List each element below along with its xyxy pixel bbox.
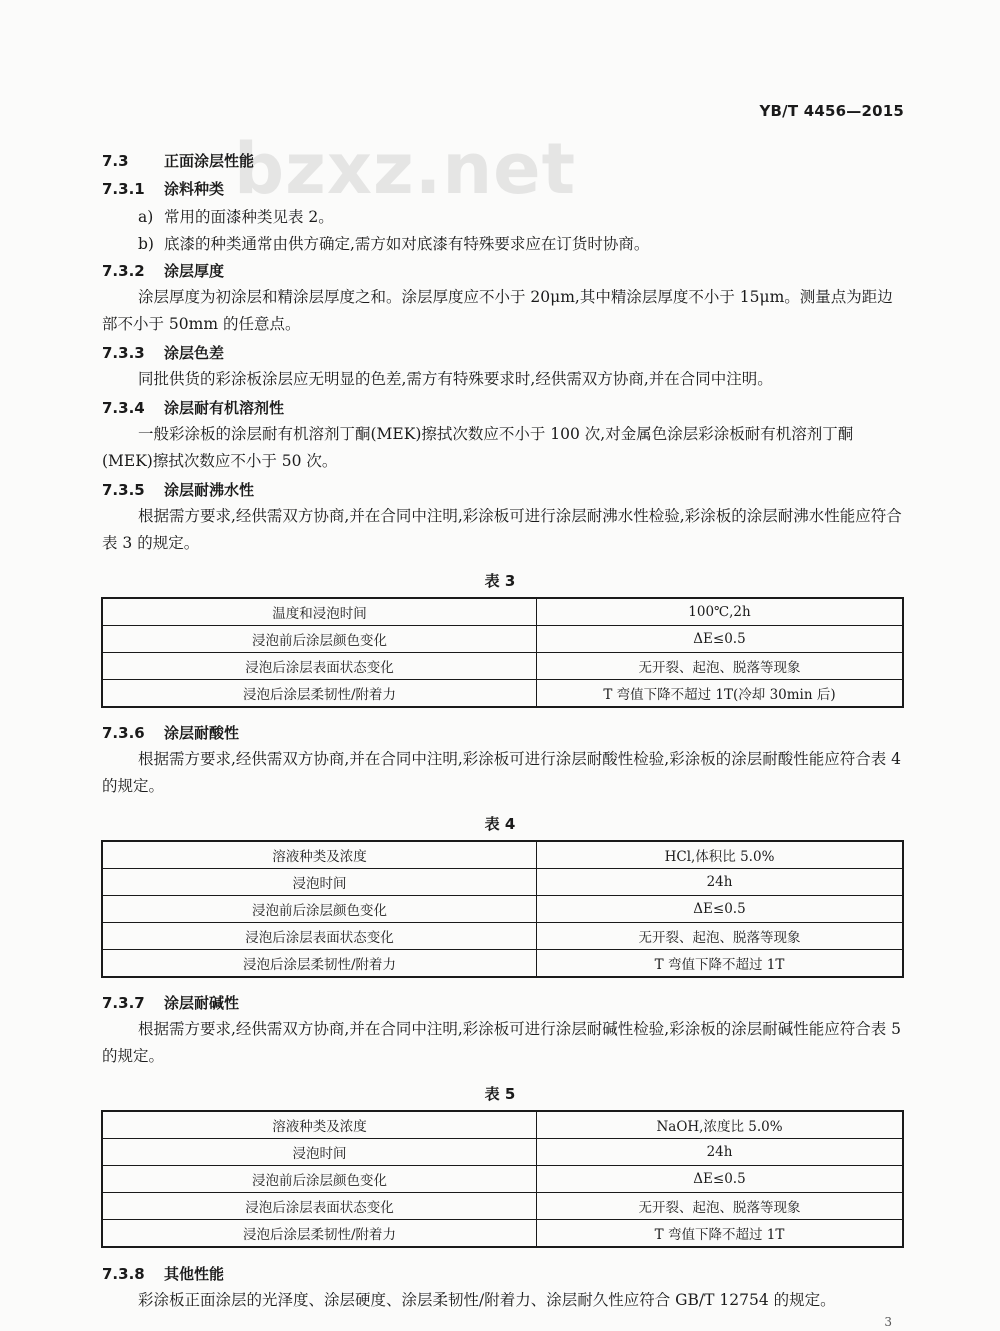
table-cell: 浸泡前后涂层颜色变化	[102, 1166, 537, 1193]
section-title: 涂料种类	[164, 180, 225, 198]
section-7-3-8-text: 彩涂板正面涂层的光泽度、涂层硬度、涂层柔韧性/附着力、涂层耐久性应符合 GB/T 12754 的规定。	[138, 1291, 836, 1309]
table-5	[101, 1110, 904, 1248]
section-7-3-5-text: 根据需方要求,经供需双方协商,并在合同中注明,彩涂板可进行涂层耐沸水性检验,彩涂板的涂层耐沸水性能应符合表 3 的规定。	[102, 507, 902, 552]
table-cell: ΔE≤0.5	[537, 1166, 904, 1193]
section-7-3-2-text: 涂层厚度为初涂层和精涂层厚度之和。涂层厚度应不小于 20μm,其中精涂层厚度不小于 15μm。测量点为距边部不小于 50mm 的任意点。	[102, 288, 893, 333]
table-row	[102, 841, 903, 869]
section-7-3-1-heading	[102, 178, 224, 199]
table-row	[102, 598, 903, 626]
table-row	[102, 1193, 903, 1220]
section-number: 7.3	[102, 152, 129, 170]
section-7-3-3-text: 同批供货的彩涂板涂层应无明显的色差,需方有特殊要求时,经供需双方协商,并在合同中注明。	[138, 370, 773, 388]
list-item-label: b)	[138, 235, 154, 253]
section-title: 其他性能	[164, 1265, 225, 1283]
section-7-3-7-text: 根据需方要求,经供需双方协商,并在合同中注明,彩涂板可进行涂层耐碱性检验,彩涂板的涂层耐碱性能应符合表 5 的规定。	[102, 1020, 902, 1065]
section-number: 7.3.1	[102, 180, 145, 198]
table-cell: 溶液种类及浓度	[102, 841, 537, 869]
table-cell: 无开裂、起泡、脱落等现象	[537, 653, 904, 680]
section-7-3-6-text: 根据需方要求,经供需双方协商,并在合同中注明,彩涂板可进行涂层耐酸性检验,彩涂板的涂层耐酸性能应符合表 4 的规定。	[102, 750, 902, 795]
table-3-caption: 表 3	[484, 572, 516, 590]
section-number: 7.3.2	[102, 262, 145, 280]
table-cell: 溶液种类及浓度	[102, 1111, 537, 1139]
table-cell: 24h	[537, 1139, 904, 1166]
table-cell: 浸泡时间	[102, 1139, 537, 1166]
table-cell: T 弯值下降不超过 1T(冷却 30min 后)	[537, 680, 904, 708]
section-title: 涂层厚度	[164, 262, 225, 280]
table-cell: 100℃,2h	[537, 598, 904, 626]
table-4-caption: 表 4	[484, 815, 516, 833]
list-item-text: 底漆的种类通常由供方确定,需方如对底漆有特殊要求应在订货时协商。	[164, 235, 650, 253]
section-7-3-7-heading	[102, 992, 239, 1013]
table-row	[102, 896, 903, 923]
list-item	[138, 205, 334, 227]
table-cell: 浸泡后涂层柔韧性/附着力	[102, 1220, 537, 1248]
section-title: 正面涂层性能	[164, 152, 255, 170]
section-title: 涂层耐酸性	[164, 724, 240, 742]
section-number: 7.3.7	[102, 994, 145, 1012]
table-cell: HCl,体积比 5.0%	[537, 841, 904, 869]
table-cell: 浸泡前后涂层颜色变化	[102, 896, 537, 923]
table-row	[102, 680, 903, 708]
section-number: 7.3.6	[102, 724, 145, 742]
section-number: 7.3.4	[102, 399, 145, 417]
page-number: 3	[884, 1315, 892, 1329]
standard-code: YB/T 4456—2015	[759, 102, 904, 120]
table-cell: 无开裂、起泡、脱落等现象	[537, 923, 904, 950]
section-number: 7.3.3	[102, 344, 145, 362]
table-cell: T 弯值下降不超过 1T	[537, 1220, 904, 1248]
table-row	[102, 1166, 903, 1193]
table-row	[102, 923, 903, 950]
table-row	[102, 950, 903, 978]
section-7-3-4-text: 一般彩涂板的涂层耐有机溶剂丁酮(MEK)擦拭次数应不小于 100 次,对金属色涂层彩涂板耐有机溶剂丁酮(MEK)擦拭次数应不小于 50 次。	[102, 425, 854, 470]
table-row	[102, 869, 903, 896]
section-7-3-heading	[102, 150, 254, 171]
table-cell: NaOH,浓度比 5.0%	[537, 1111, 904, 1139]
table-cell: 24h	[537, 869, 904, 896]
table-cell: 浸泡后涂层表面状态变化	[102, 653, 537, 680]
section-title: 涂层耐有机溶剂性	[164, 399, 285, 417]
table-cell: 浸泡后涂层表面状态变化	[102, 1193, 537, 1220]
section-7-3-2-heading	[102, 260, 224, 281]
section-title: 涂层耐沸水性	[164, 481, 255, 499]
table-row	[102, 1111, 903, 1139]
list-item-label: a)	[138, 208, 154, 226]
list-item	[138, 232, 649, 254]
table-row	[102, 1220, 903, 1248]
table-cell: 浸泡后涂层柔韧性/附着力	[102, 950, 537, 978]
table-cell: 浸泡时间	[102, 869, 537, 896]
table-5-caption: 表 5	[484, 1085, 516, 1103]
table-cell: 无开裂、起泡、脱落等现象	[537, 1193, 904, 1220]
table-cell: T 弯值下降不超过 1T	[537, 950, 904, 978]
table-cell: 浸泡后涂层表面状态变化	[102, 923, 537, 950]
table-3	[101, 597, 904, 708]
section-7-3-3-heading	[102, 342, 224, 363]
section-number: 7.3.5	[102, 481, 145, 499]
section-7-3-5-heading	[102, 479, 254, 500]
section-title: 涂层色差	[164, 344, 225, 362]
section-title: 涂层耐碱性	[164, 994, 240, 1012]
table-cell: 浸泡后涂层柔韧性/附着力	[102, 680, 537, 708]
table-row	[102, 1139, 903, 1166]
table-row	[102, 653, 903, 680]
table-row	[102, 626, 903, 653]
table-cell: ΔE≤0.5	[537, 896, 904, 923]
list-item-text: 常用的面漆种类见表 2。	[164, 208, 334, 226]
section-number: 7.3.8	[102, 1265, 145, 1283]
watermark: bzxz.net	[234, 128, 577, 210]
section-7-3-6-heading	[102, 722, 239, 743]
section-7-3-4-heading	[102, 397, 284, 418]
table-cell: ΔE≤0.5	[537, 626, 904, 653]
table-cell: 温度和浸泡时间	[102, 598, 537, 626]
table-4	[101, 840, 904, 978]
table-cell: 浸泡前后涂层颜色变化	[102, 626, 537, 653]
section-7-3-8-heading	[102, 1263, 224, 1284]
